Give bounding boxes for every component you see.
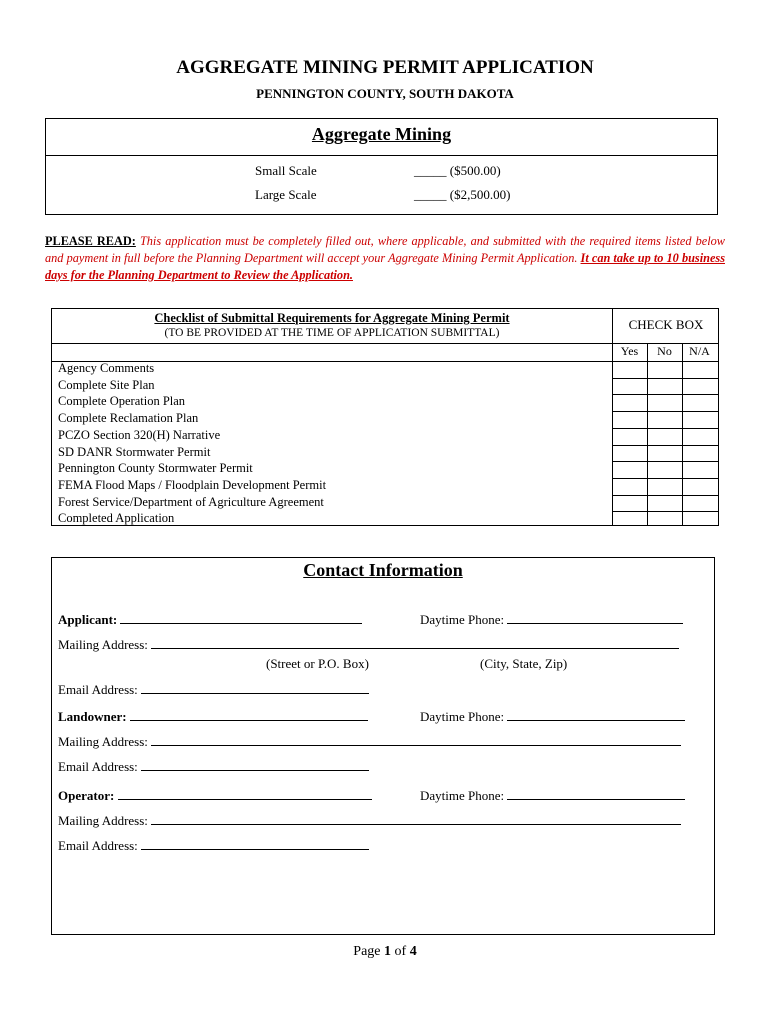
fee-box-heading: Aggregate Mining [46, 119, 717, 156]
checkbox-row-divider [612, 461, 719, 462]
notice-body: This application must be completely filled out, where applicable, and submitted with the required items listed below and payment in full before the Planning Department will accept your Aggregate Mining Permit Application. [45, 234, 725, 265]
landowner-email-row [58, 758, 369, 775]
operator-mailing-row [58, 812, 681, 829]
landowner-phone-field[interactable] [507, 708, 685, 721]
mailing-address-label: Mailing Address: [58, 734, 148, 749]
mailing-address-label: Mailing Address: [58, 813, 148, 828]
landowner-row [58, 708, 368, 725]
operator-email-row [58, 837, 369, 854]
checkbox-row-divider [612, 495, 719, 496]
email-address-label: Email Address: [58, 682, 138, 697]
applicant-phone-row [420, 611, 683, 628]
checklist-item: Complete Site Plan [58, 377, 155, 392]
checklist-item: FEMA Flood Maps / Floodplain Development Permit [58, 477, 327, 492]
applicant-mailing-row [58, 636, 679, 653]
fee-large-scale-amount[interactable]: _____ ($2,500.00) [414, 187, 511, 202]
checkbox-row-divider [612, 478, 719, 479]
check-box-label: CHECK BOX [628, 317, 704, 332]
operator-email-field[interactable] [141, 837, 369, 850]
applicant-label: Applicant: [58, 612, 118, 627]
landowner-label: Landowner: [58, 709, 127, 724]
fee-small-scale-label: Small Scale [255, 163, 317, 178]
operator-phone-row [420, 787, 685, 804]
page-title: AGGREGATE MINING PERMIT APPLICATION [176, 57, 594, 78]
city-hint: (City, State, Zip) [480, 656, 568, 671]
mailing-address-label: Mailing Address: [58, 637, 148, 652]
contact-title: Contact Information [303, 560, 463, 580]
checkbox-row-divider [612, 378, 719, 379]
checklist-item: Complete Reclamation Plan [58, 411, 199, 426]
email-address-label: Email Address: [58, 838, 138, 853]
page-number [0, 944, 770, 960]
daytime-phone-label: Daytime Phone: [420, 612, 505, 627]
applicant-mailing-field[interactable] [151, 636, 679, 649]
checklist-subtitle: (TO BE PROVIDED AT THE TIME OF APPLICATION SUBMITTAL) [164, 327, 500, 339]
checkbox-row-divider [612, 411, 719, 412]
checklist-item: SD DANR Stormwater Permit [58, 444, 211, 459]
fee-box [45, 118, 718, 215]
checklist-item: Forest Service/Department of Agriculture Agreement [58, 494, 324, 509]
checklist-item: PCZO Section 320(H) Narrative [58, 427, 221, 442]
page-total: 4 [409, 944, 417, 959]
column-na: N/A [689, 344, 710, 358]
street-hint: (Street or P.O. Box) [266, 656, 369, 671]
contact-information-section [51, 557, 715, 935]
operator-label: Operator: [58, 788, 115, 803]
notice-lead: PLEASE READ: [45, 234, 136, 248]
operator-row [58, 787, 372, 804]
column-no: No [657, 344, 672, 358]
checklist-item: Pennington County Stormwater Permit [58, 461, 253, 476]
page-prefix: Page [353, 944, 381, 959]
submittal-checklist [51, 308, 719, 526]
checklist-item: Complete Operation Plan [58, 394, 186, 409]
checklist-title: Checklist of Submittal Requirements for Aggregate Mining Permit [154, 311, 510, 325]
applicant-row [58, 611, 362, 628]
divider [647, 343, 648, 525]
column-yes: Yes [620, 344, 639, 358]
fee-small-scale-amount[interactable]: _____ ($500.00) [414, 163, 501, 178]
checklist-item: Completed Application [58, 511, 175, 526]
checkbox-row-divider [612, 428, 719, 429]
email-address-label: Email Address: [58, 759, 138, 774]
checkbox-row-divider [612, 511, 719, 512]
operator-mailing-field[interactable] [151, 812, 681, 825]
page-current: 1 [384, 944, 392, 959]
fee-large-scale-label: Large Scale [255, 187, 317, 202]
landowner-phone-row [420, 708, 685, 725]
operator-field[interactable] [118, 787, 372, 800]
applicant-email-field[interactable] [141, 681, 369, 694]
landowner-email-field[interactable] [141, 758, 369, 771]
landowner-mailing-row [58, 733, 681, 750]
page-of: of [394, 944, 407, 959]
landowner-field[interactable] [130, 708, 368, 721]
checklist-item: Agency Comments [58, 361, 155, 375]
checkbox-row-divider [612, 394, 719, 395]
notice-emphasis: It can take up to 10 business days for the Planning Department to Review the Application. [45, 251, 725, 282]
please-read-notice [45, 233, 725, 284]
divider [682, 343, 683, 525]
daytime-phone-label: Daytime Phone: [420, 788, 505, 803]
applicant-field[interactable] [120, 611, 362, 624]
applicant-email-row [58, 681, 369, 698]
checkbox-row-divider [612, 445, 719, 446]
applicant-phone-field[interactable] [507, 611, 683, 624]
landowner-mailing-field[interactable] [151, 733, 681, 746]
daytime-phone-label: Daytime Phone: [420, 709, 505, 724]
divider [612, 343, 719, 344]
page-subtitle: PENNINGTON COUNTY, SOUTH DAKOTA [256, 86, 514, 101]
operator-phone-field[interactable] [507, 787, 685, 800]
divider [612, 309, 613, 525]
